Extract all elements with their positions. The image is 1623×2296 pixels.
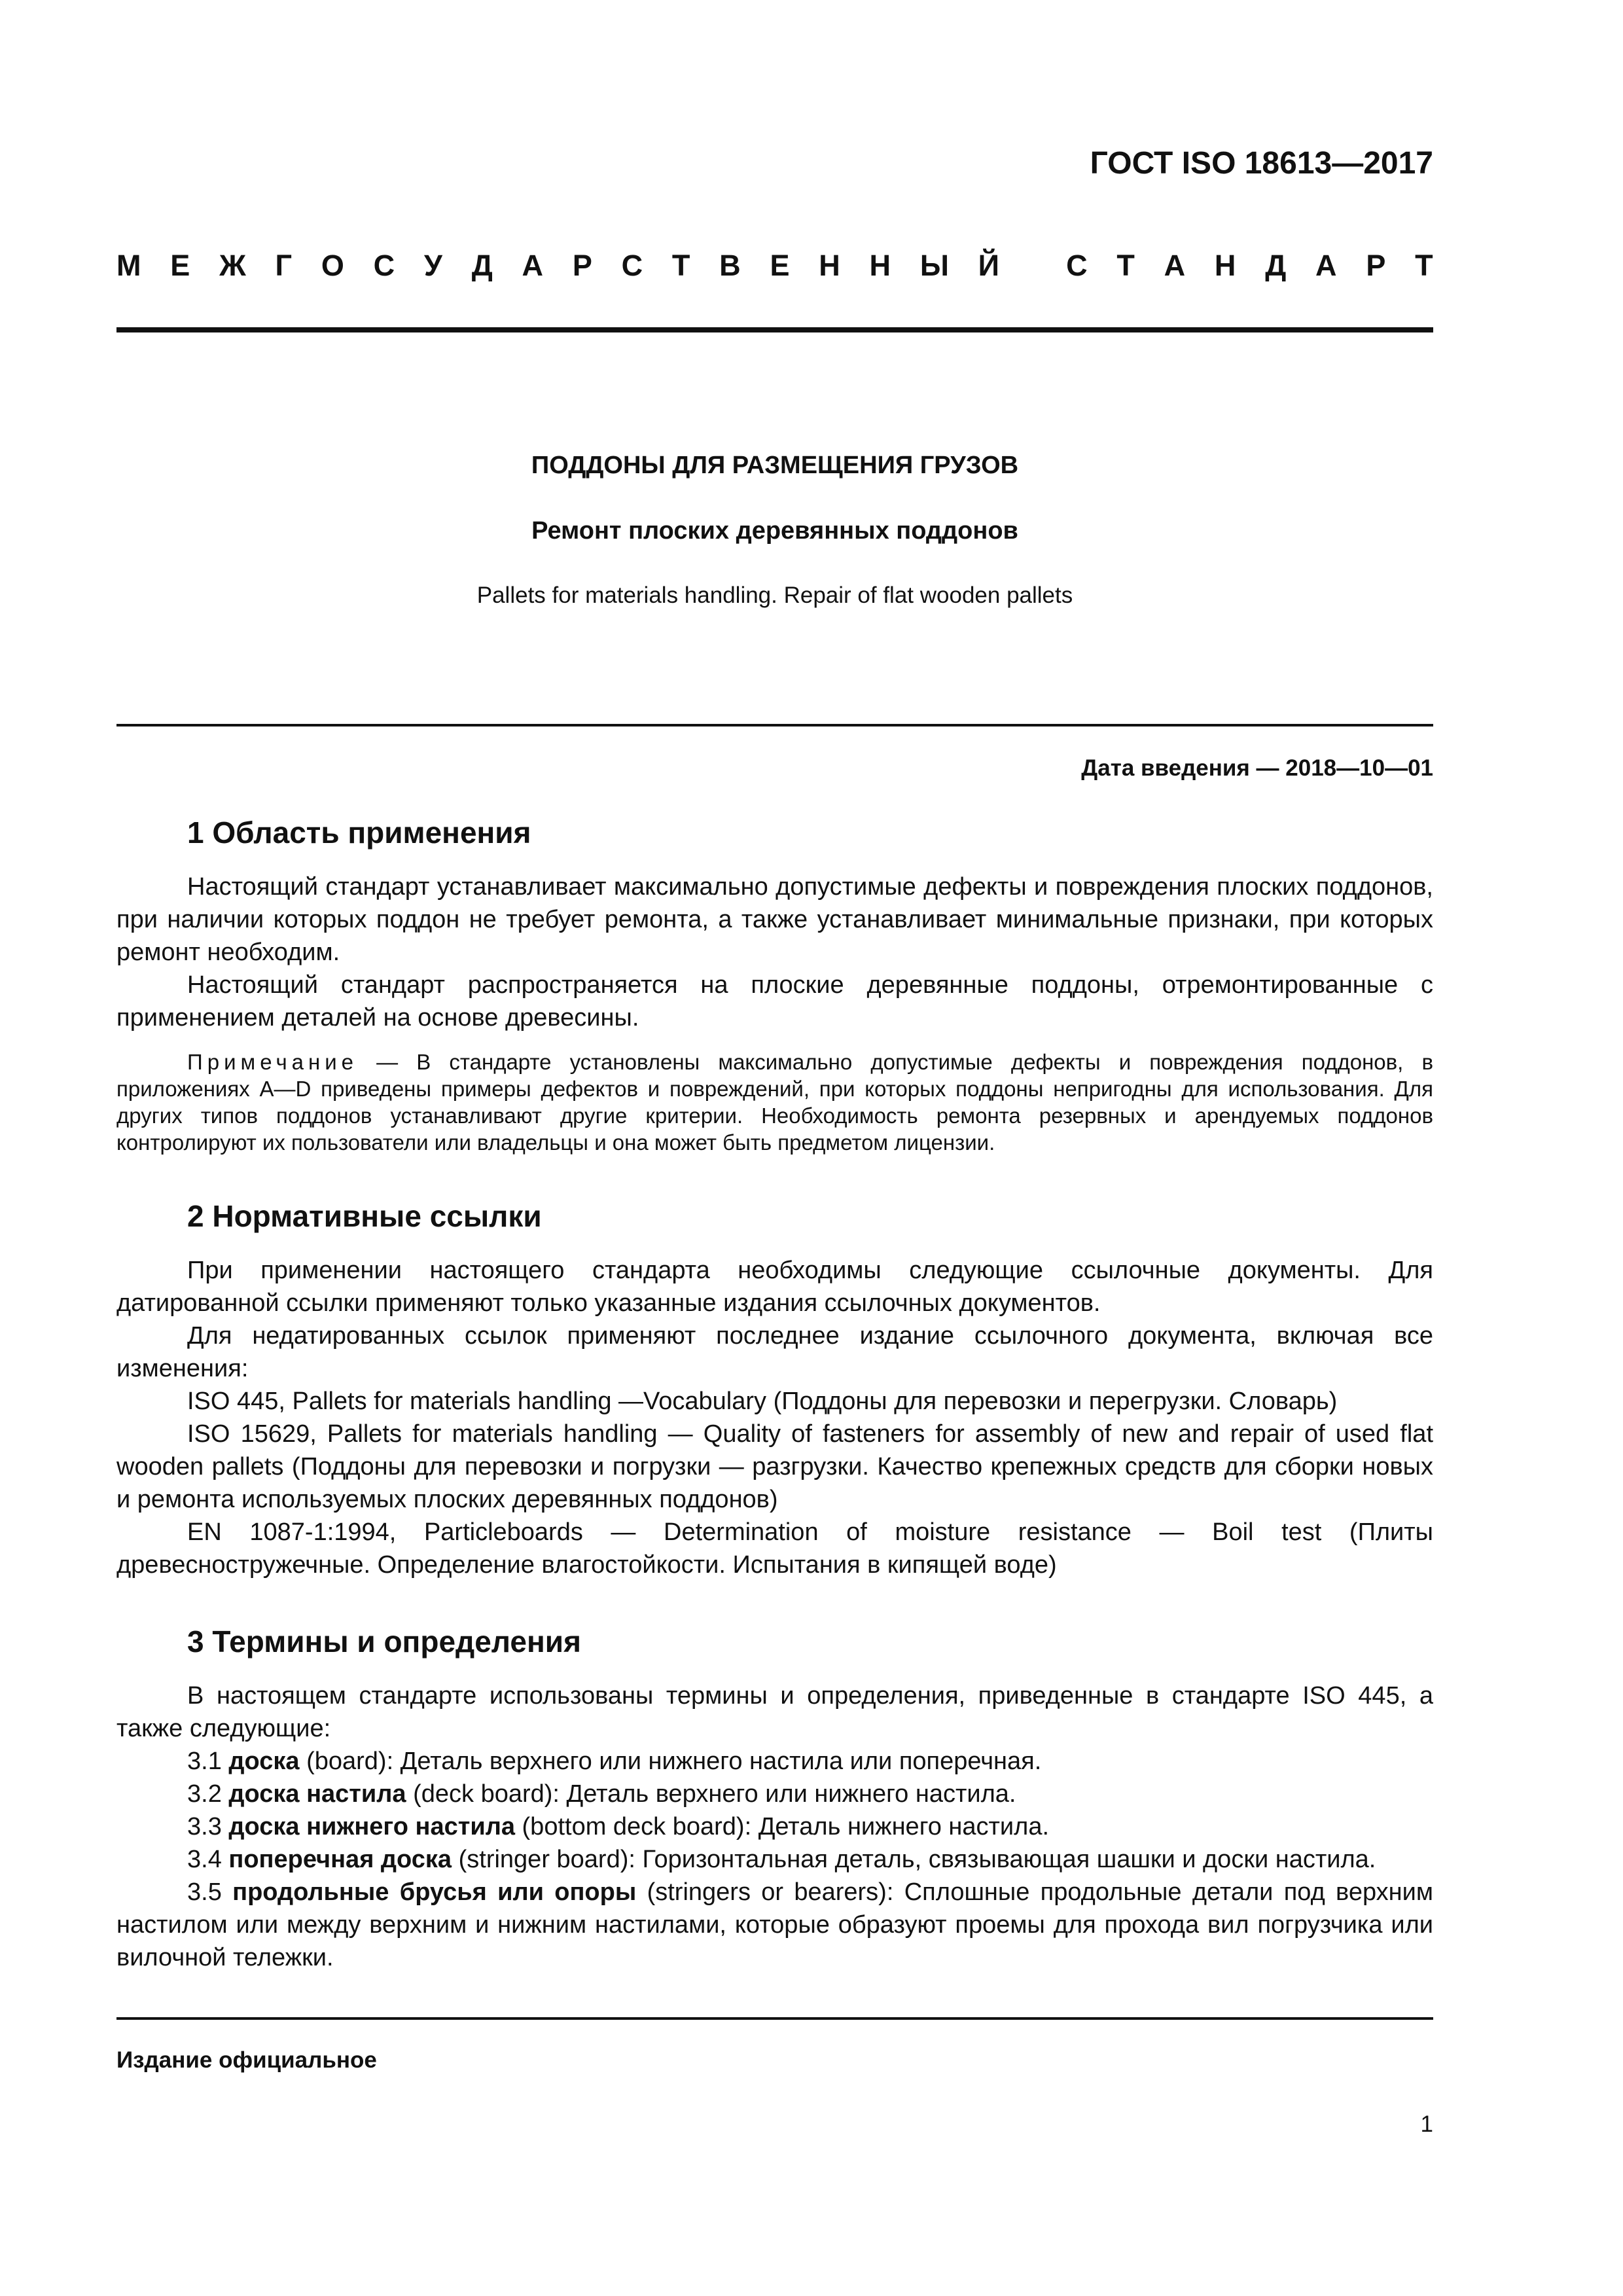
interstate-letter: Т (1415, 249, 1433, 282)
interstate-letter: О (321, 249, 344, 282)
term-entry: 3.2 доска настила (deck board): Деталь верхнего или нижнего настила. (187, 1780, 1016, 1808)
interstate-letter: Н (1214, 249, 1236, 282)
section-scope (116, 812, 1433, 1156)
document-title-english: Pallets for materials handling. Repair of flat wooden pallets (476, 583, 1073, 608)
term-name: доска настила (228, 1780, 406, 1808)
section-terms-definitions (116, 1621, 1433, 1974)
term-entry: 3.4 поперечная доска (stringer board): Горизонтальная деталь, связывающая шашки и доски настила. (187, 1846, 1376, 1873)
paragraph: При применении настоящего стандарта необходимы следующие ссылочные документы. Для датированной ссылки применяют только указанные издания ссылочных документов. (116, 1257, 1433, 1317)
interstate-letter: Р (1366, 249, 1386, 282)
interstate-letter: Т (671, 249, 690, 282)
reference-item: ISO 15629, Pallets for materials handling — Quality of fasteners for assembly of new and repair of used flat wooden pallets (Поддоны для перевозки и погрузки — разгрузки. Качество крепежных средств для сборки новых и ремонта используемых плоских деревянных поддонов) (116, 1420, 1433, 1513)
interstate-letter: Д (471, 249, 493, 282)
paragraph: Настоящий стандарт распространяется на плоские деревянные поддоны, отремонтированные с применением деталей на основе древесины. (116, 971, 1433, 1031)
interstate-letter: Н (869, 249, 891, 282)
paragraph: Настоящий стандарт устанавливает максимально допустимые дефекты и повреждения плоских поддонов, при наличии которых поддон не требует ремонта, а также устанавливает минимальные признаки, при которых ремонт необходим. (116, 873, 1433, 966)
section-heading: 3 Термины и определения (187, 1624, 581, 1659)
term-name: поперечная доска (228, 1846, 452, 1873)
interstate-letter: В (719, 249, 741, 282)
interstate-letter (1029, 249, 1037, 283)
interstate-letter: А (1164, 249, 1186, 282)
interstate-letter: Д (1265, 249, 1287, 282)
interstate-letter: А (1315, 249, 1337, 282)
introduction-date: Дата введения — 2018—10—01 (1081, 755, 1433, 781)
section-heading: 2 Нормативные ссылки (187, 1199, 542, 1233)
reference-item: ISO 445, Pallets for materials handling —Vocabulary (Поддоны для перевозки и перегрузки. Словарь) (187, 1388, 1338, 1415)
interstate-letter: Ы (919, 249, 949, 282)
paragraph: В настоящем стандарте использованы термины и определения, приведенные в стандарте ISO 445, а также следующие: (116, 1682, 1433, 1742)
page-number: 1 (1420, 2111, 1433, 2137)
term-entry: 3.3 доска нижнего настила (bottom deck board): Деталь нижнего настила. (187, 1813, 1050, 1840)
interstate-letter: Т (1116, 249, 1135, 282)
term-entry: 3.1 доска (board): Деталь верхнего или нижнего настила или поперечная. (187, 1748, 1042, 1775)
paragraph: Для недатированных ссылок применяют последнее издание ссылочного документа, включая все изменения: (116, 1322, 1433, 1382)
interstate-letter: Г (275, 249, 293, 282)
term-name: продольные брусья или опоры (232, 1878, 637, 1906)
interstate-letter: Е (770, 249, 790, 282)
note-text: — В стандарте установлены максимально допустимые дефекты и повреждения поддонов, в приложениях A—D приведены примеры дефектов и повреждений, при которых поддоны непригодны для использования. Для других типов поддонов устанавливают другие критерии. Необходимость ремонта резервных и арендуемых поддонов контролируют их пользователи или владельцы и она может быть предметом лицензии. (116, 1050, 1433, 1155)
interstate-letter: М (116, 249, 141, 282)
footer-divider (116, 2017, 1433, 2020)
section-heading: 1 Область применения (187, 816, 531, 850)
edition-label: Издание официальное (116, 2047, 377, 2073)
interstate-letter: А (522, 249, 544, 282)
interstate-letter: Е (170, 249, 190, 282)
term-entry: 3.5 продольные брусья или опоры (stringers or bearers): Сплошные продольные детали под верхним настилом или между верхним и нижним настилами, которые образуют проемы для прохода вил погрузчика или вилочной тележки. (116, 1878, 1433, 1971)
interstate-letter: Ж (219, 249, 246, 282)
document-code: ГОСТ ISO 18613—2017 (1090, 146, 1433, 181)
note-label: Примечание (187, 1050, 359, 1074)
interstate-letter: С (373, 249, 395, 282)
interstate-standard-label (116, 249, 1433, 283)
section-normative-references (116, 1195, 1433, 1581)
document-subtitle: Ремонт плоских деревянных поддонов (531, 517, 1018, 545)
term-name: доска (228, 1748, 300, 1775)
document-title: ПОДДОНЫ ДЛЯ РАЗМЕЩЕНИЯ ГРУЗОВ (531, 452, 1019, 479)
reference-item: EN 1087-1:1994, Particleboards — Determination of moisture resistance — Boil test (Плиты древесностружечные. Определение влагостойкости. Испытания в кипящей воде) (116, 1518, 1433, 1579)
interstate-letter: С (621, 249, 643, 282)
note (116, 1049, 1433, 1156)
interstate-letter: Н (819, 249, 840, 282)
header-divider (116, 327, 1433, 332)
term-name: доска нижнего настила (228, 1813, 515, 1840)
title-divider (116, 724, 1433, 726)
interstate-letter: Й (978, 249, 999, 282)
document-body (116, 812, 1433, 1974)
interstate-letter: Р (572, 249, 592, 282)
interstate-letter: С (1066, 249, 1088, 282)
interstate-letter: У (423, 249, 442, 282)
